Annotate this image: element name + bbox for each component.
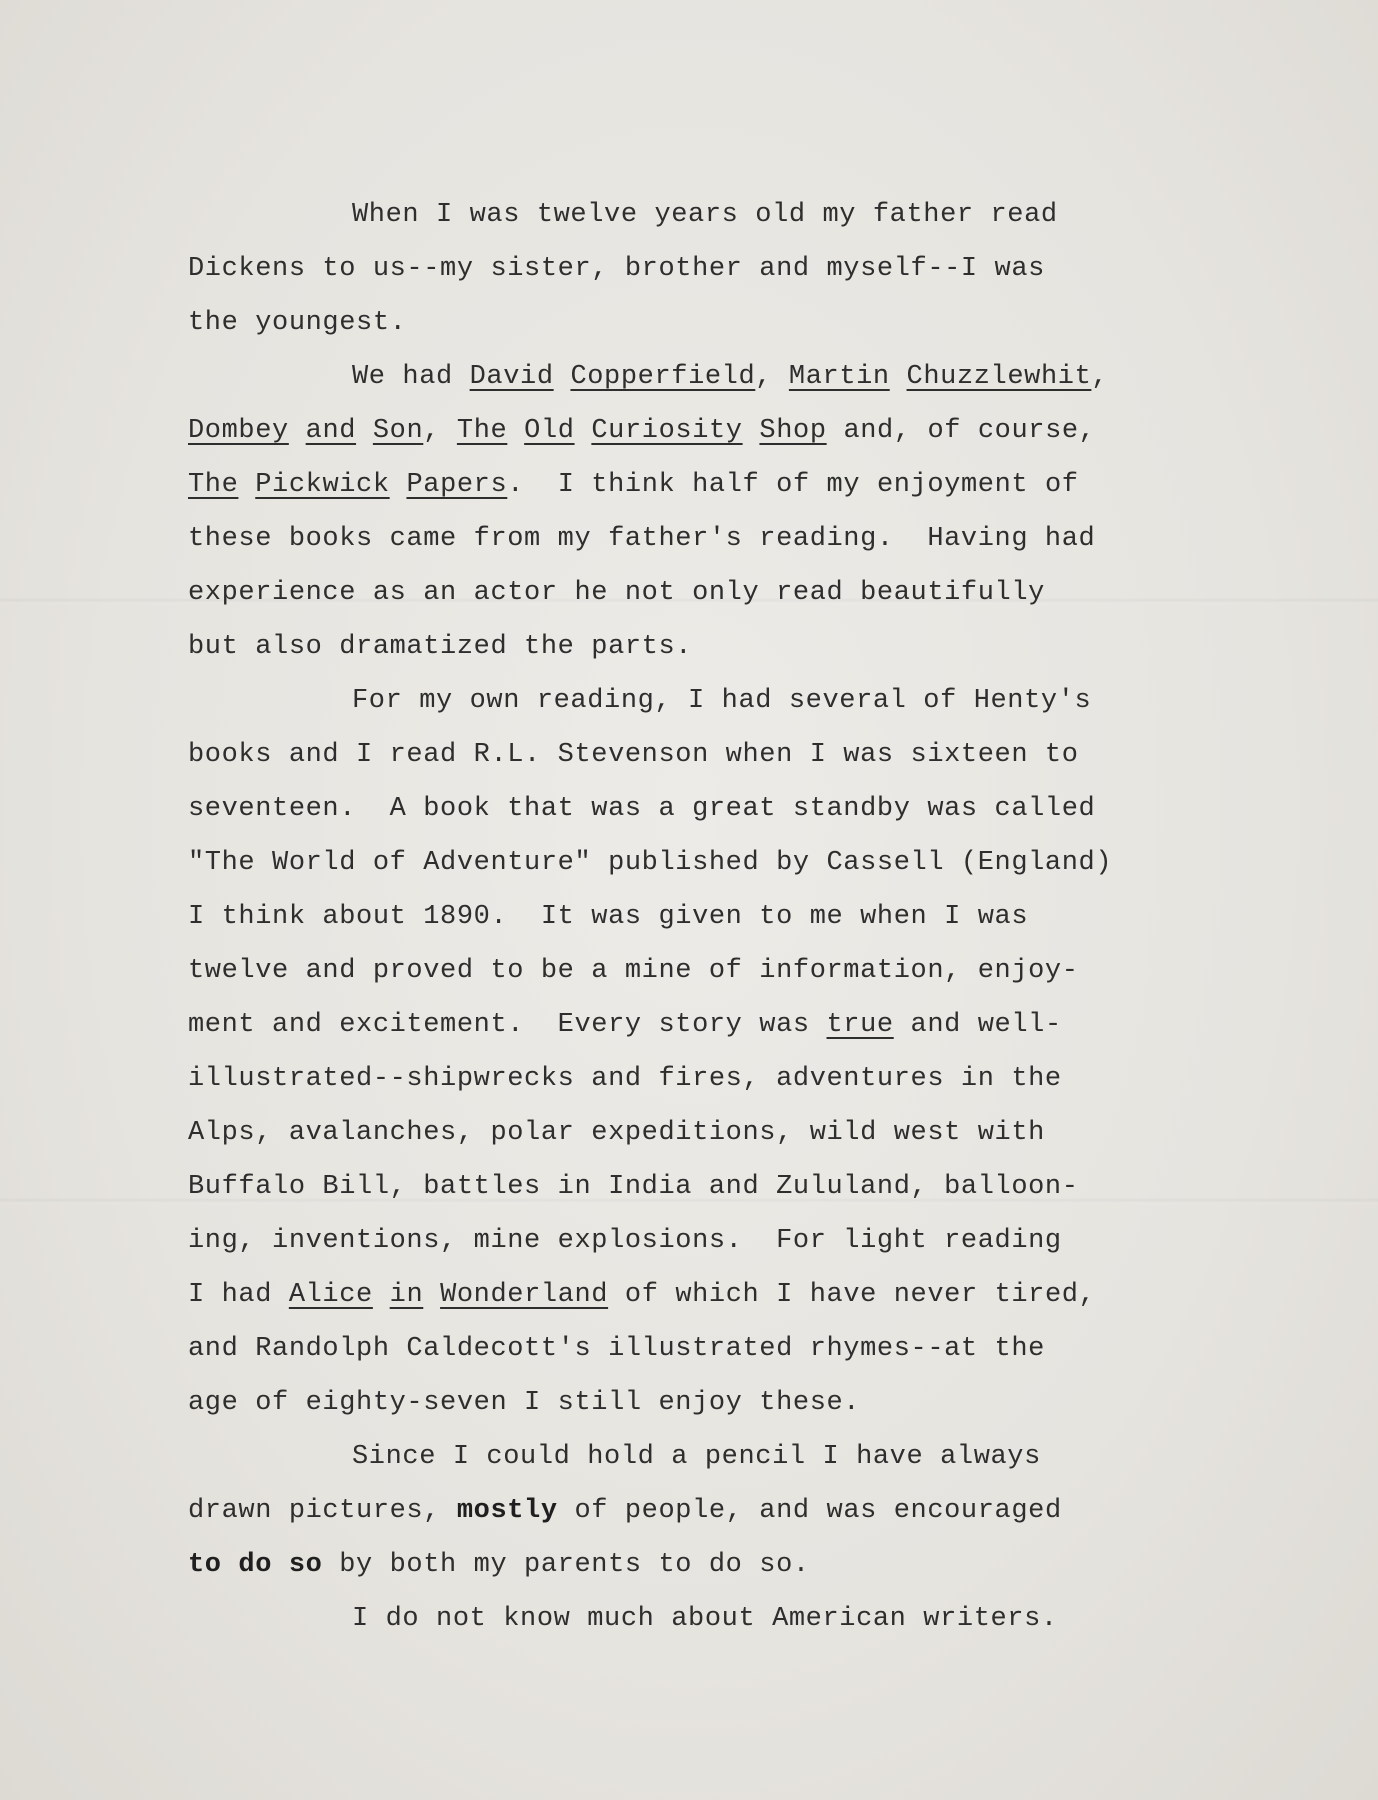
book-title-papers: Papers xyxy=(406,470,508,500)
text-line: Alps, avalanches, polar expeditions, wild west with xyxy=(188,1118,1045,1148)
text-line: but also dramatized the parts. xyxy=(188,632,693,662)
text-line: experience as an actor he not only read beautifully xyxy=(188,578,1045,608)
text-line: For my own reading, I had several of Henty's xyxy=(352,686,1092,716)
text-run xyxy=(238,470,255,500)
book-title-david: David xyxy=(469,362,554,392)
text-line: twelve and proved to be a mine of information, enjoy- xyxy=(188,956,1079,986)
text-line: ing, inventions, mine explosions. For light reading xyxy=(188,1226,1062,1256)
text-run: , xyxy=(755,362,789,392)
text-run: and well- xyxy=(893,1010,1062,1040)
text-run: We had xyxy=(352,362,470,392)
text-line: I do not know much about American writers. xyxy=(352,1604,1058,1634)
text-line: books and I read R.L. Stevenson when I was sixteen to xyxy=(188,740,1079,770)
book-title-dombey: Dombey xyxy=(188,416,289,446)
book-title-the-2: The xyxy=(188,470,239,500)
text-line: the youngest. xyxy=(188,308,407,338)
text-line xyxy=(188,998,1248,1052)
text-run: of which I have never tired, xyxy=(608,1280,1096,1310)
text-run: , xyxy=(423,416,457,446)
book-title-curiosity: Curiosity xyxy=(591,416,743,446)
book-title-the: The xyxy=(456,416,508,446)
book-title-son: Son xyxy=(372,416,424,446)
text-run xyxy=(575,416,592,446)
text-run: . I think half of my enjoyment of xyxy=(507,470,1079,500)
paragraph-3 xyxy=(188,674,1248,1430)
text-run: and, of course, xyxy=(826,416,1096,446)
struck-out-text: to do so xyxy=(188,1550,323,1580)
book-title-pickwick: Pickwick xyxy=(255,470,390,500)
text-run: by both my parents to do so. xyxy=(322,1550,810,1580)
text-line xyxy=(188,350,1248,404)
text-run: ment and excitement. Every story was xyxy=(188,1010,827,1040)
paragraph-2 xyxy=(188,350,1248,674)
text-run: drawn pictures, xyxy=(188,1496,457,1526)
book-title-chuzzlewhit: Chuzzlewhit xyxy=(906,362,1092,392)
paragraph-5 xyxy=(188,1592,1248,1646)
text-line xyxy=(188,404,1248,458)
text-run xyxy=(356,416,373,446)
text-line: When I was twelve years old my father read xyxy=(352,200,1058,230)
text-line: I think about 1890. It was given to me when I was xyxy=(188,902,1029,932)
book-title-shop: Shop xyxy=(759,416,827,446)
book-title-martin: Martin xyxy=(788,362,890,392)
letter-body xyxy=(188,188,1248,1646)
text-line: seventeen. A book that was a great standby was called xyxy=(188,794,1096,824)
book-title-wonderland: Wonderland xyxy=(440,1280,609,1310)
text-run xyxy=(890,362,907,392)
book-title-alice: Alice xyxy=(288,1280,373,1310)
book-title-and: and xyxy=(305,416,357,446)
book-title-copperfield: Copperfield xyxy=(570,362,756,392)
text-line: "The World of Adventure" published by Cassell (England) xyxy=(188,848,1113,878)
overtyped-word: mostly xyxy=(456,1496,558,1526)
book-title-in: in xyxy=(389,1280,424,1310)
text-run: , xyxy=(1091,362,1109,392)
text-line: age of eighty-seven I still enjoy these. xyxy=(188,1388,861,1418)
text-run xyxy=(289,416,306,446)
text-run xyxy=(554,362,571,392)
text-run xyxy=(507,416,524,446)
text-line xyxy=(188,1268,1248,1322)
text-line: Dickens to us--my sister, brother and myself--I was xyxy=(188,254,1045,284)
text-line: and Randolph Caldecott's illustrated rhymes--at the xyxy=(188,1334,1045,1364)
emphasis-true: true xyxy=(826,1010,894,1040)
text-line: Since I could hold a pencil I have always xyxy=(352,1442,1041,1472)
text-line xyxy=(188,458,1248,512)
text-run: I had xyxy=(188,1280,289,1310)
text-run xyxy=(743,416,760,446)
text-line: Buffalo Bill, battles in India and Zululand, balloon- xyxy=(188,1172,1079,1202)
text-run xyxy=(373,1280,390,1310)
paragraph-1 xyxy=(188,188,1248,350)
text-line xyxy=(188,1538,1248,1592)
text-run xyxy=(423,1280,440,1310)
book-title-old: Old xyxy=(524,416,575,446)
text-line xyxy=(188,1484,1248,1538)
paragraph-4 xyxy=(188,1430,1248,1592)
text-run xyxy=(390,470,407,500)
text-line: illustrated--shipwrecks and fires, adventures in the xyxy=(188,1064,1062,1094)
text-run: of people, and was encouraged xyxy=(557,1496,1062,1526)
text-line: these books came from my father's reading. Having had xyxy=(188,524,1096,554)
